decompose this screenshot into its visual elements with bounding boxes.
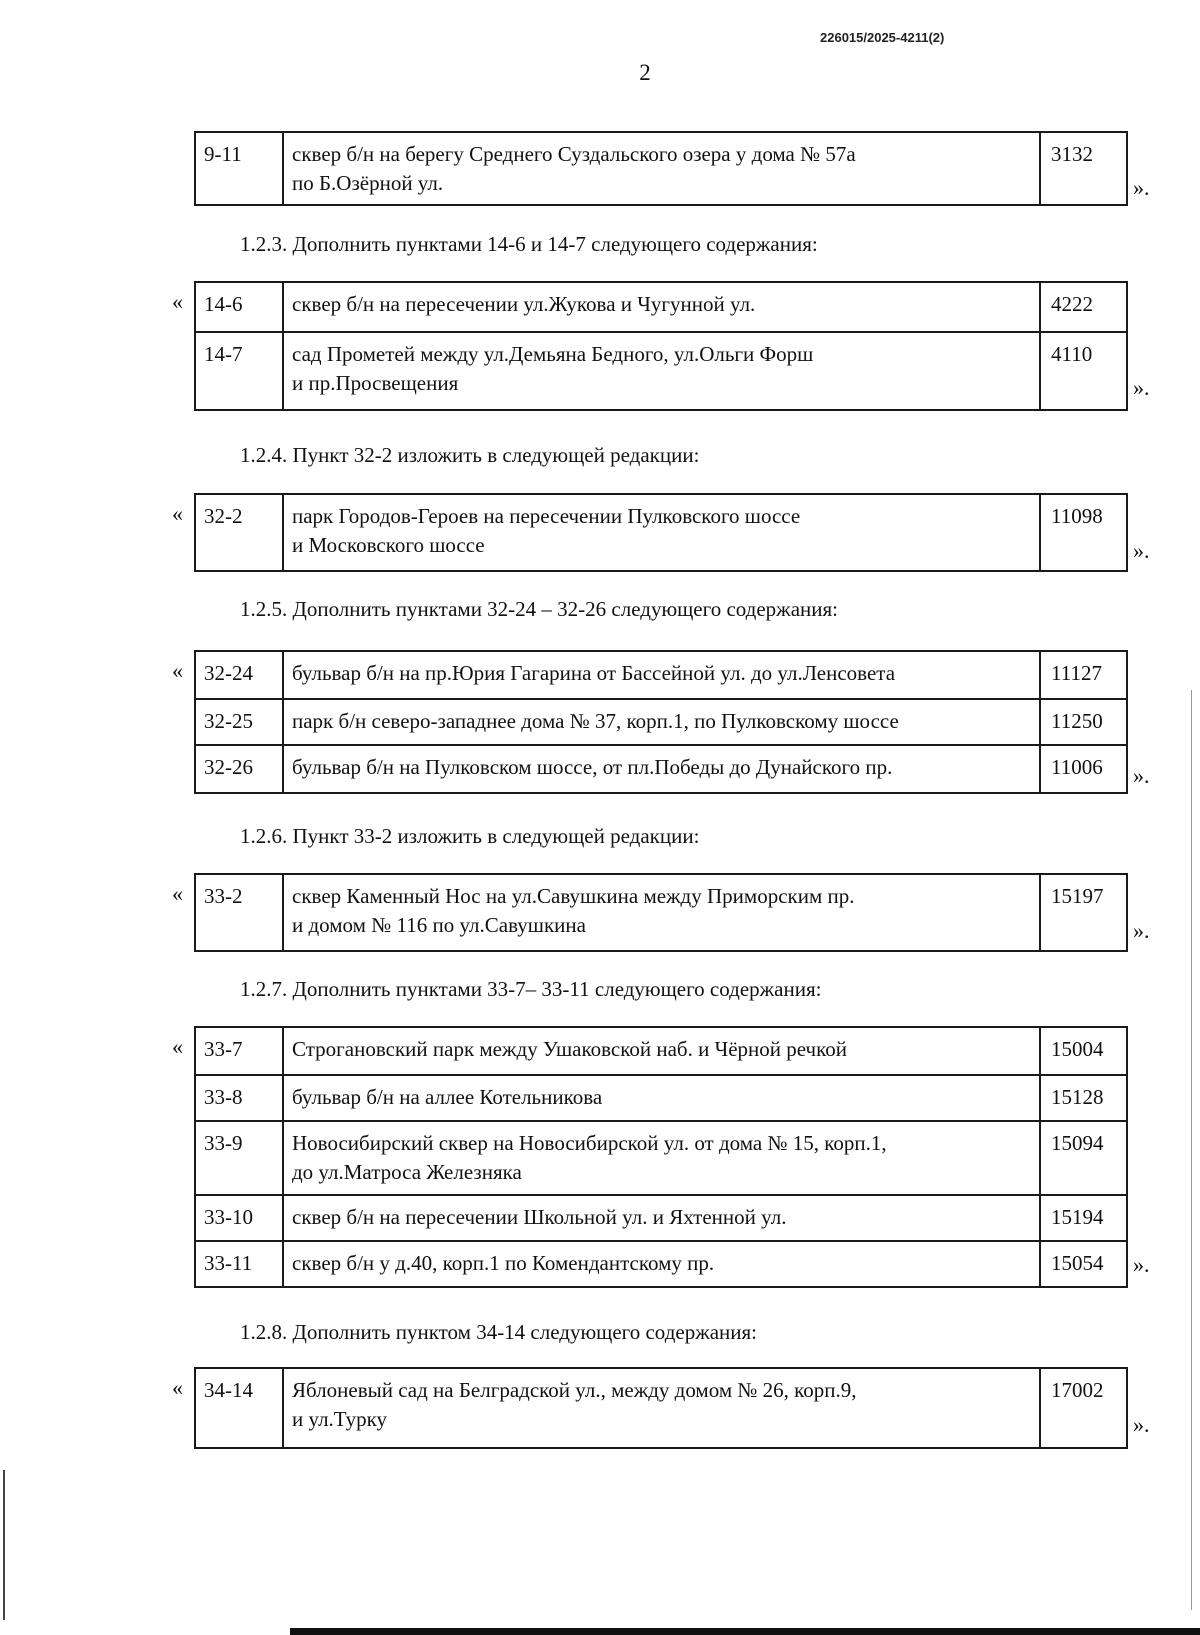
object-code-cell: 15197 [1040,874,1127,951]
opening-quote: « [172,289,183,314]
table-row [195,132,1127,205]
object-code-cell: 15054 [1040,1241,1127,1287]
paragraph-heading: 1.2.8. Дополнить пунктом 34-14 следующего содержания: [240,1320,758,1344]
object-description-cell: бульвар б/н на Пулковском шоссе, от пл.Победы до Дунайского пр. [283,745,1040,793]
object-description-cell: Яблоневый сад на Белградской ул., между домом № 26, корп.9, и ул.Турку [283,1368,1040,1448]
closing-quote: ». [1133,1252,1150,1277]
closing-quote: ». [1133,763,1150,788]
amendment-table [194,281,1128,411]
item-number-cell: 33-7 [195,1027,283,1075]
table-row [195,1241,1127,1287]
object-code-cell: 11098 [1040,494,1127,571]
item-number-cell: 33-2 [195,874,283,951]
object-description-cell: сад Прометей между ул.Демьяна Бедного, ул.Ольги Форш и пр.Просвещения [283,332,1040,410]
paragraph-heading: 1.2.5. Дополнить пунктами 32-24 – 32-26 следующего содержания: [240,597,838,621]
table-row [195,745,1127,793]
scan-artifact-left [3,1470,5,1620]
object-description-cell: сквер б/н у д.40, корп.1 по Комендантскому пр. [283,1241,1040,1287]
item-number-cell: 14-6 [195,282,283,332]
object-code-cell: 11006 [1040,745,1127,793]
object-code-cell: 15128 [1040,1075,1127,1121]
object-description-cell: бульвар б/н на пр.Юрия Гагарина от Бассейной ул. до ул.Ленсовета [283,651,1040,699]
amendment-table [194,650,1128,794]
item-number-cell: 33-9 [195,1121,283,1195]
document-registration-number: 226015/2025-4211(2) [820,30,945,45]
item-number-cell: 33-8 [195,1075,283,1121]
amendment-table [194,873,1128,952]
item-number-cell: 32-25 [195,699,283,745]
amendment-table [194,131,1128,206]
table-row [195,1121,1127,1195]
opening-quote: « [172,1034,183,1059]
table-row [195,1368,1127,1448]
object-code-cell: 4222 [1040,282,1127,332]
closing-quote: ». [1133,538,1150,563]
object-code-cell: 15004 [1040,1027,1127,1075]
amendment-table [194,493,1128,572]
item-number-cell: 32-2 [195,494,283,571]
item-number-cell: 34-14 [195,1368,283,1448]
object-description-cell: сквер б/н на пересечении ул.Жукова и Чугунной ул. [283,282,1040,332]
opening-quote: « [172,881,183,906]
table-row [195,1075,1127,1121]
amendment-table [194,1026,1128,1288]
object-description-cell: парк б/н северо-западнее дома № 37, корп.1, по Пулковскому шоссе [283,699,1040,745]
item-number-cell: 33-10 [195,1195,283,1241]
scan-artifact-right [1191,690,1192,1610]
object-description-cell: Строгановский парк между Ушаковской наб. и Чёрной речкой [283,1027,1040,1075]
object-code-cell: 15094 [1040,1121,1127,1195]
closing-quote: ». [1133,375,1150,400]
item-number-cell: 32-26 [195,745,283,793]
amendment-table [194,1367,1128,1449]
object-description-cell: бульвар б/н на аллее Котельникова [283,1075,1040,1121]
object-code-cell: 4110 [1040,332,1127,410]
table-row [195,332,1127,410]
scan-artifact-bottom [290,1628,1200,1635]
opening-quote: « [172,501,183,526]
paragraph-heading: 1.2.7. Дополнить пунктами 33-7– 33-11 следующего содержания: [240,977,822,1001]
object-description-cell: сквер Каменный Нос на ул.Савушкина между Приморским пр. и домом № 116 по ул.Савушкина [283,874,1040,951]
object-code-cell: 17002 [1040,1368,1127,1448]
object-description-cell: сквер б/н на берегу Среднего Суздальского озера у дома № 57а по Б.Озёрной ул. [283,132,1040,205]
table-row [195,1195,1127,1241]
table-row [195,282,1127,332]
item-number-cell: 9-11 [195,132,283,205]
paragraph-heading: 1.2.4. Пункт 32-2 изложить в следующей редакции: [240,443,700,467]
table-row [195,494,1127,571]
table-row [195,1027,1127,1075]
table-row [195,651,1127,699]
table-row [195,699,1127,745]
closing-quote: ». [1133,1412,1150,1437]
paragraph-heading: 1.2.3. Дополнить пунктами 14-6 и 14-7 следующего содержания: [240,232,818,256]
object-description-cell: Новосибирский сквер на Новосибирской ул. от дома № 15, корп.1, до ул.Матроса Железняка [283,1121,1040,1195]
object-description-cell: сквер б/н на пересечении Школьной ул. и Яхтенной ул. [283,1195,1040,1241]
object-code-cell: 11250 [1040,699,1127,745]
paragraph-heading: 1.2.6. Пункт 33-2 изложить в следующей редакции: [240,824,700,848]
item-number-cell: 14-7 [195,332,283,410]
table-row [195,874,1127,951]
item-number-cell: 33-11 [195,1241,283,1287]
closing-quote: ». [1133,175,1150,200]
object-code-cell: 11127 [1040,651,1127,699]
opening-quote: « [172,658,183,683]
item-number-cell: 32-24 [195,651,283,699]
object-description-cell: парк Городов-Героев на пересечении Пулковского шоссе и Московского шоссе [283,494,1040,571]
closing-quote: ». [1133,918,1150,943]
page-number: 2 [639,60,651,85]
object-code-cell: 15194 [1040,1195,1127,1241]
opening-quote: « [172,1375,183,1400]
object-code-cell: 3132 [1040,132,1127,205]
